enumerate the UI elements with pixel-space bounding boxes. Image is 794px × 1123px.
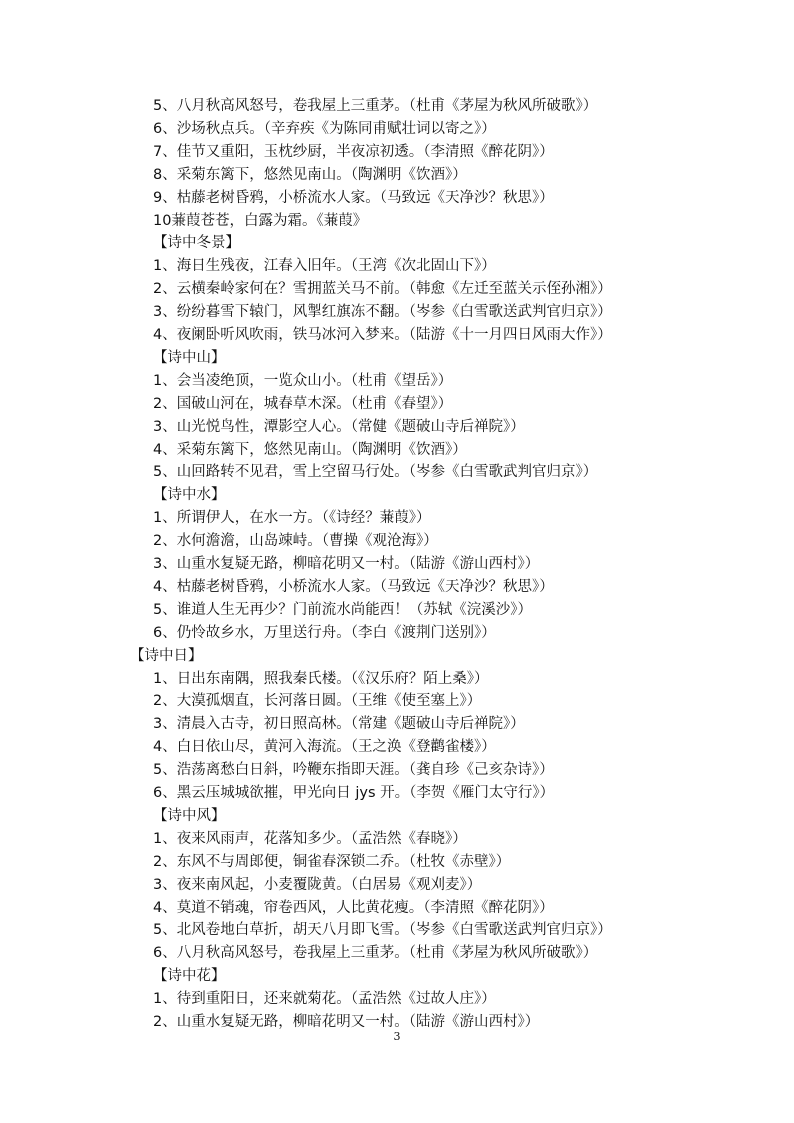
poem-line: 2、水何澹澹，山岛竦峙。（曹操《观沧海》） (153, 533, 438, 550)
poem-line: 3、山重水复疑无路，柳暗花明又一村。（陆游《游山西村》） (153, 556, 540, 572)
poem-line: 5、北风卷地白草折，胡天八月即飞雪。（岑参《白雪歌送武判官归京》） (153, 922, 612, 939)
poem-line: 1、夜来风雨声，花落知多少。（孟浩然《春晓》） (153, 830, 467, 847)
poem-line: 1、所谓伊人，在水一方。（《诗经？蒹葭》） (153, 510, 431, 527)
poem-line: 1、日出东南隅，照我秦氏楼。（《汉乐府？陌上桑》） (153, 670, 489, 687)
poem-line: 4、枯藤老树昏鸦，小桥流水人家。（马致远《天净沙？秋思》） (153, 578, 554, 595)
poem-line: 4、白日依山尽，黄河入海流。（王之涣《登鹳雀楼》） (153, 739, 496, 756)
poem-line: 6、沙场秋点兵。（辛弃疾《为陈同甫赋壮词以寄之》） (153, 120, 496, 137)
poem-line: 6、黑云压城城欲摧，甲光向日 jys 开。（李贺《雁门太守行》） (153, 785, 555, 801)
section-heading: 【诗中山】 (153, 349, 226, 366)
poem-line: 2、国破山河在，城春草木深。（杜甫《春望》） (153, 395, 453, 412)
poem-line: 4、莫道不销魂，帘卷西风，人比黄花瘦。（李清照《醉花阴》） (153, 899, 554, 916)
poem-line: 2、山重水复疑无路，柳暗花明又一村。（陆游《游山西村》） (153, 1014, 540, 1030)
poem-line: 1、海日生残夜，江春入旧年。（王湾《次北固山下》） (153, 258, 496, 275)
section-heading: 【诗中风】 (153, 807, 226, 824)
section-heading: 【诗中冬景】 (153, 235, 240, 252)
poem-line: 2、大漠孤烟直，长河落日圆。（王维《使至塞上》） (153, 693, 482, 710)
poem-line: 9、枯藤老树昏鸦，小桥流水人家。（马致远《天净沙？秋思》） (153, 189, 554, 206)
poem-line: 6、仍怜故乡水，万里送行舟。（李白《渡荆门送别》） (153, 624, 496, 641)
poem-line: 5、八月秋高风怒号，卷我屋上三重茅。（杜甫《茅屋为秋风所破歌》） (153, 98, 598, 114)
poem-line: 1、会当凌绝顶，一览众山小。（杜甫《望岳》） (153, 372, 453, 389)
page-number: 3 (393, 1030, 401, 1043)
poem-line: 2、云横秦岭家何在？雪拥蓝关马不前。（韩愈《左迁至蓝关示侄孙湘》） (153, 281, 612, 298)
section-heading: 【诗中水】 (153, 487, 226, 504)
poem-line: 10蒹葭苍苍，白露为霜。《蒹葭》 (153, 212, 368, 229)
poem-line: 3、山光悦鸟性，潭影空人心。（常健《题破山寺后禅院》） (153, 418, 525, 435)
poem-line: 3、清晨入古寺，初日照高林。（常建《题破山寺后禅院》） (153, 716, 525, 733)
poem-line: 6、八月秋高风怒号，卷我屋上三重茅。（杜甫《茅屋为秋风所破歌》） (153, 945, 598, 962)
poem-line: 4、夜阑卧听风吹雨，铁马冰河入梦来。（陆游《十一月四日风雨大作》） (153, 327, 612, 343)
poem-line: 4、采菊东篱下，悠然见南山。（陶渊明《饮酒》） (153, 441, 467, 458)
section-heading: 【诗中花】 (153, 968, 226, 985)
poem-line: 5、山回路转不见君，雪上空留马行处。（岑参《白雪歌武判官归京》） (153, 464, 598, 481)
poem-line: 3、纷纷暮雪下辕门，风掣红旗冻不翻。（岑参《白雪歌送武判官归京》） (153, 304, 612, 321)
poem-line: 5、浩荡离愁白日斜，吟鞭东指即天涯。（龚自珍《己亥杂诗》） (153, 762, 554, 779)
poem-line: 7、佳节又重阳，玉枕纱厨，半夜凉初透。（李清照《醉花阴》） (153, 143, 554, 160)
poem-line: 3、夜来南风起，小麦覆陇黄。（白居易《观刈麦》） (153, 876, 482, 893)
poem-line: 8、采菊东篱下，悠然见南山。（陶渊明《饮酒》） (153, 166, 467, 183)
poem-line: 1、待到重阳日，还来就菊花。（孟浩然《过故人庄》） (153, 991, 496, 1008)
poem-line: 5、谁道人生无再少？门前流水尚能西！（苏轼《浣溪沙》） (153, 601, 532, 618)
section-heading: 【诗中日】 (130, 647, 203, 664)
poem-line: 2、东风不与周郎便，铜雀春深锁二乔。（杜牧《赤壁》） (153, 853, 511, 870)
